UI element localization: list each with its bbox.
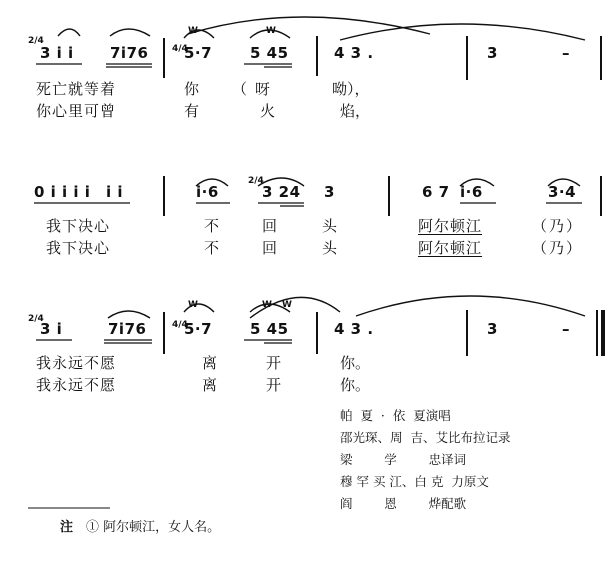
credit-line: 帕 夏 · 依 夏演唱 — [340, 408, 451, 423]
lyric: 开 — [266, 354, 282, 372]
meter-4-4: 4/4 — [172, 44, 188, 54]
barline — [316, 36, 318, 76]
lyric: 阿尔顿江 — [418, 217, 483, 235]
note-group: 6 7 — [422, 183, 450, 201]
final-barline-thick — [601, 310, 605, 356]
slur — [58, 29, 80, 36]
note-group: 5 45 — [250, 320, 289, 338]
barline — [163, 312, 165, 354]
note-group: i i — [106, 183, 124, 201]
lyric: 我下决心 — [46, 239, 111, 257]
note-group: 5·7 — [184, 320, 213, 338]
note-group: 0 i i i i — [34, 183, 91, 201]
lyric: 你心里可曾 — [36, 102, 117, 120]
slur — [110, 29, 150, 36]
final-barline-thin — [596, 310, 598, 356]
lyric: 你 — [184, 80, 200, 98]
credit-line: 邵光琛、周 吉、艾比布拉记录 — [340, 430, 511, 445]
note-group: – — [562, 320, 570, 338]
note-group: i·6 — [460, 183, 483, 201]
meter-2-4: 2/4 — [248, 176, 264, 186]
note-group: 5·7 — [184, 44, 213, 62]
lyric: 开 — [266, 376, 282, 394]
lyric: （乃） — [532, 239, 584, 257]
lyric: （呀 — [232, 80, 279, 98]
footnote-label: 注 — [60, 520, 74, 535]
ornament-mark: W — [188, 300, 198, 310]
lyric: 离 — [202, 376, 218, 394]
footnote-text: ① 阿尔顿江，女人名。 — [86, 520, 221, 535]
barline — [466, 36, 468, 80]
lyric: 有 — [184, 102, 200, 120]
barline — [600, 36, 602, 80]
lyric: 我永远不愿 — [36, 376, 117, 394]
lyric: 我永远不愿 — [36, 354, 117, 372]
lyric: 你。 — [340, 354, 371, 372]
note-group: 3 i — [40, 320, 63, 338]
note-group: 3·4 — [548, 183, 577, 201]
credit-line: 穆 罕 买 江、白 克 力原文 — [340, 474, 489, 489]
note-group: 4 3 . — [334, 320, 374, 338]
lyric: 焰， — [340, 102, 371, 120]
note-group: 3 — [487, 320, 498, 338]
lyric: 离 — [202, 354, 218, 372]
ornament-mark: W — [262, 300, 272, 310]
credit-line: 阎 恩 烨配歌 — [340, 496, 467, 511]
ornament-mark: W — [266, 26, 276, 36]
lyric: （乃） — [532, 217, 584, 235]
note-group: 3 — [324, 183, 335, 201]
meter-2-4: 2/4 — [28, 36, 44, 46]
ornament-mark: W — [282, 300, 292, 310]
barline — [316, 312, 318, 354]
lyric: 死亡就等着 — [36, 80, 117, 98]
lyric: 不 — [204, 239, 220, 257]
note-group: 3 24 — [262, 183, 301, 201]
note-group: i·6 — [196, 183, 219, 201]
note-group: 7i76 — [110, 44, 149, 62]
note-group: 3 i i — [40, 44, 74, 62]
lyric: 回 — [262, 217, 278, 235]
lyric: 回 — [262, 239, 278, 257]
barline — [600, 176, 602, 216]
note-group: 7i76 — [108, 320, 147, 338]
lyric: 我下决心 — [46, 217, 111, 235]
tie — [340, 24, 585, 40]
barline — [163, 38, 165, 78]
lyric: 不 — [204, 217, 220, 235]
barline — [466, 310, 468, 356]
lyric: 火 — [260, 102, 276, 120]
lyric: 头 — [322, 239, 338, 257]
lyric: 你。 — [340, 376, 371, 394]
tie — [188, 17, 430, 34]
lyric: 呦）， — [332, 80, 370, 98]
meter-2-4: 2/4 — [28, 314, 44, 324]
tie — [356, 296, 585, 316]
credit-line: 梁 学 忠译词 — [340, 452, 467, 467]
note-group: 3 — [487, 44, 498, 62]
meter-4-4: 4/4 — [172, 320, 188, 330]
lyric: 头 — [322, 217, 338, 235]
note-group: – — [562, 44, 570, 62]
note-group: 4 3 . — [334, 44, 374, 62]
note-group: 5 45 — [250, 44, 289, 62]
barline — [163, 176, 165, 216]
lyric: 阿尔顿江 — [418, 239, 483, 257]
barline — [388, 176, 390, 216]
ornament-mark: W — [188, 26, 198, 36]
slur — [108, 311, 150, 318]
